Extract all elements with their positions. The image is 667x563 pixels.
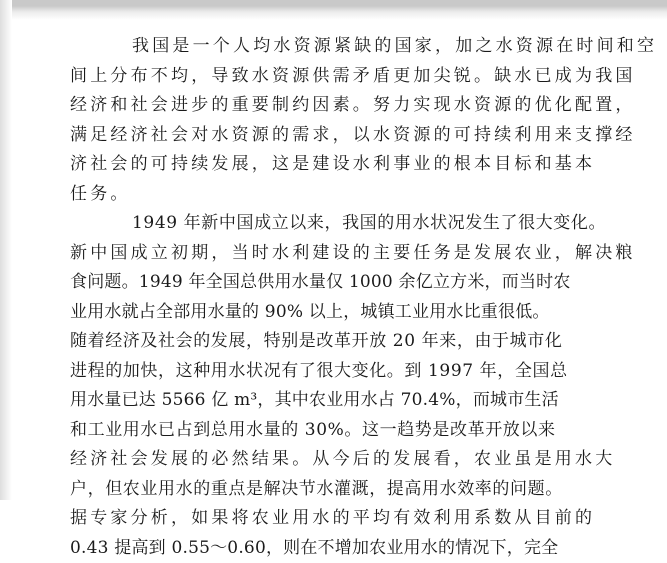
text-line: 济社会的可持续发展，这是建设水利事业的根本目标和基本	[70, 150, 610, 180]
paragraph-2	[70, 209, 610, 563]
text-line: 户，但农业用水的重点是解决节水灌溉，提高用水效率的问题。	[70, 475, 610, 505]
text-line: 和工业用水已占到总用水量的 30%。这一趋势是改革开放以来	[70, 416, 610, 446]
text-line: 我国是一个人均水资源紧缺的国家，加之水资源在时间和空	[70, 32, 610, 62]
text-line: 用水量已达 5566 亿 m³，其中农业用水占 70.4%，而城市生活	[70, 386, 610, 416]
scan-shadow-left	[0, 0, 12, 500]
text-line: 业用水就占全部用水量的 90% 以上，城镇工业用水比重很低。	[70, 298, 610, 328]
text-line: 新中国成立初期，当时水利建设的主要任务是发展农业，解决粮	[70, 239, 610, 269]
text-line: 经济社会发展的必然结果。从今后的发展看，农业虽是用水大	[70, 445, 610, 475]
paragraph-1	[70, 32, 610, 209]
text-line: 食问题。1949 年全国总供用水量仅 1000 余亿立方米，而当时农	[70, 268, 610, 298]
document-body	[70, 32, 610, 563]
text-line: 0.43 提高到 0.55～0.60，则在不增加农业用水的情况下，完全	[70, 534, 610, 563]
text-line: 1949 年新中国成立以来，我国的用水状况发生了很大变化。	[70, 209, 610, 239]
text-line: 进程的加快，这种用水状况有了很大变化。到 1997 年，全国总	[70, 357, 610, 387]
scan-shadow-top	[0, 0, 667, 20]
text-line: 间上分布不均，导致水资源供需矛盾更加尖锐。缺水已成为我国	[70, 62, 610, 92]
text-line: 据专家分析，如果将农业用水的平均有效利用系数从目前的	[70, 504, 610, 534]
text-line: 任务。	[70, 180, 610, 210]
text-line: 满足经济社会对水资源的需求，以水资源的可持续利用来支撑经	[70, 121, 610, 151]
text-line: 经济和社会进步的重要制约因素。努力实现水资源的优化配置，	[70, 91, 610, 121]
text-line: 随着经济及社会的发展，特别是改革开放 20 年来，由于城市化	[70, 327, 610, 357]
